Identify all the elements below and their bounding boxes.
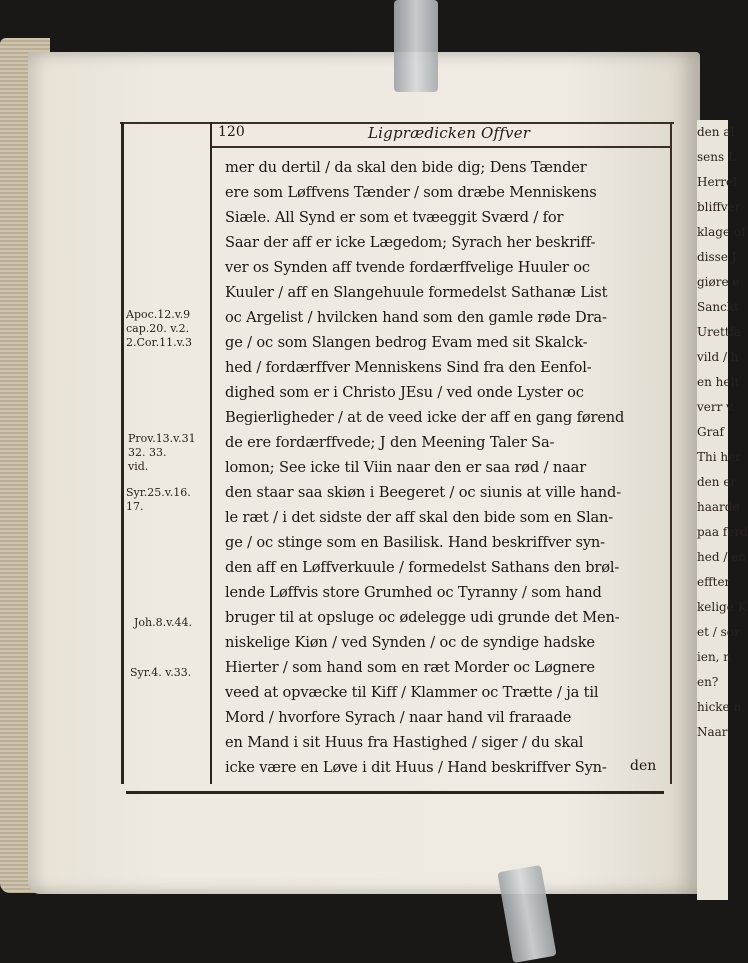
body-line: niskelige Kiøn / ved Synden / oc de syndige hadske xyxy=(225,634,595,651)
body-line: Begierligheder / at de veed icke der aff en gang førend xyxy=(225,409,625,426)
margin-note-line: Syr.25.v.16. xyxy=(126,486,191,499)
adjacent-page-fragment: Urettfa xyxy=(697,325,742,339)
body-line: den staar saa skiøn i Beegeret / oc siunis at ville hand- xyxy=(225,484,621,501)
body-line: ge / oc som Slangen bedrog Evam med sit Skalck- xyxy=(225,334,588,351)
margin-note xyxy=(126,308,192,350)
adjacent-page-fragment: paa ferd xyxy=(697,525,748,539)
body-line: Kuuler / aff en Slangehuule formedelst Sathanæ List xyxy=(225,284,608,301)
margin-note xyxy=(134,616,192,630)
body-line: dighed som er i Christo JEsu / ved onde Lyster oc xyxy=(225,384,584,401)
body-line: Mord / hvorfore Syrach / naar hand vil fraraade xyxy=(225,709,572,726)
body-line: icke være en Løve i dit Huus / Hand beskriffver Syn- xyxy=(225,759,607,776)
adjacent-page-fragment: et / sor xyxy=(697,625,740,639)
margin-note-line: Joh.8.v.44. xyxy=(134,616,193,629)
body-line: Hierter / som hand som en ræt Morder oc Løgnere xyxy=(225,659,595,676)
adjacent-page-fragment: sens L xyxy=(697,150,736,164)
body-line: ver os Synden aff tvende fordærffvelige Huuler oc xyxy=(225,259,590,276)
adjacent-page-fragment: Graf xyxy=(697,425,724,439)
adjacent-page-fragment: Naar xyxy=(697,725,728,739)
body-line: mer du dertil / da skal den bide dig; Dens Tænder xyxy=(225,159,587,176)
adjacent-page-fragment: hicke n xyxy=(697,700,742,714)
body-line: en Mand i sit Huus fra Hastighed / siger / du skal xyxy=(225,734,584,751)
body-line: den aff en Løffverkuule / formedelst Sathans den brøl- xyxy=(225,559,620,576)
adjacent-page-fragment: vild / h xyxy=(697,350,739,364)
adjacent-page-fragment: Thi her xyxy=(697,450,741,464)
adjacent-page-fragment: klage of xyxy=(697,225,746,239)
margin-note xyxy=(130,666,191,680)
adjacent-page-fragment: den er xyxy=(697,475,737,489)
body-line: oc Argelist / hvilcken hand som den gamle røde Dra- xyxy=(225,309,607,326)
page-clip-top xyxy=(394,0,438,92)
adjacent-page-fragment: ien, n xyxy=(697,650,732,664)
body-line: le ræt / i det sidste der aff skal den bide som en Slan- xyxy=(225,509,614,526)
body-line: bruger til at opsluge oc ødelegge udi grunde det Men- xyxy=(225,609,620,626)
running-head: Ligprædicken Offver xyxy=(368,124,531,142)
margin-note xyxy=(128,432,196,474)
margin-note-line: cap.20. v.2. xyxy=(126,322,190,335)
adjacent-page-fragment: verr v. xyxy=(697,400,736,414)
adjacent-page-fragment: hed / en xyxy=(697,550,747,564)
margin-note-line: 32. 33. xyxy=(128,446,167,459)
adjacent-page-fragment: haarde xyxy=(697,500,740,514)
body-line: ge / oc stinge som en Basilisk. Hand beskriffver syn- xyxy=(225,534,605,551)
margin-note-line: 2.Cor.11.v.3 xyxy=(126,336,192,349)
adjacent-page-fragment: Sanckt xyxy=(697,300,739,314)
margin-note-line: Apoc.12.v.9 xyxy=(126,308,191,321)
adjacent-page-fragment: kelige K xyxy=(697,600,747,614)
body-line: lende Løffvis store Grumhed oc Tyranny / som hand xyxy=(225,584,602,601)
adjacent-page-fragment: disse J xyxy=(697,250,737,264)
body-line: Siæle. All Synd er som et tvæeggit Sværd / for xyxy=(225,209,564,226)
margin-note-line: Prov.13.v.31 xyxy=(128,432,196,445)
margin-note-line: Syr.4. v.33. xyxy=(130,666,192,679)
adjacent-page-fragment: bliffver xyxy=(697,200,741,214)
header-rule xyxy=(212,146,670,148)
body-line: hed / fordærffver Menniskens Sind fra den Eenfol- xyxy=(225,359,592,376)
adjacent-page-fragment: den al xyxy=(697,125,735,139)
frame-bottom-rule xyxy=(126,791,664,794)
body-line: ere som Løffvens Tænder / som dræbe Menniskens xyxy=(225,184,597,201)
body-line: Saar der aff er icke Lægedom; Syrach her beskriff- xyxy=(225,234,596,251)
adjacent-page-fragment: Herrel xyxy=(697,175,737,189)
margin-note-line: 17. xyxy=(126,500,144,513)
body-line: lomon; See icke til Viin naar den er saa rød / naar xyxy=(225,459,587,476)
adjacent-page-fragment: en? xyxy=(697,675,719,689)
adjacent-page-fragment: giøre e xyxy=(697,275,740,289)
body-line: de ere fordærffvede; J den Meening Taler Sa- xyxy=(225,434,555,451)
page-number: 120 xyxy=(218,124,245,140)
body-line: veed at opvæcke til Kiff / Klammer oc Trætte / ja til xyxy=(225,684,599,701)
catchword: den xyxy=(630,758,657,774)
body-text xyxy=(225,155,667,780)
adjacent-page-strip xyxy=(697,120,748,900)
adjacent-page-fragment: effter xyxy=(697,575,731,589)
margin-note xyxy=(126,486,191,514)
margin-column-rule xyxy=(210,122,212,784)
frame-left-rule xyxy=(121,122,124,784)
frame-right-rule xyxy=(670,122,672,784)
adjacent-page-fragment: en helt xyxy=(697,375,740,389)
margin-note-line: vid. xyxy=(128,460,149,473)
